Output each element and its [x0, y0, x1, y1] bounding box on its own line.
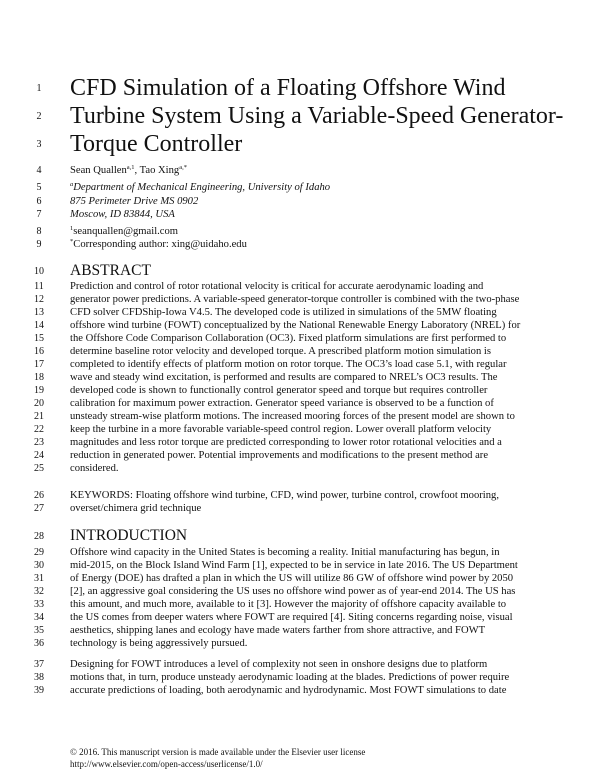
- license-footer: [70, 746, 365, 770]
- copyright-notice: © 2016. This manuscript version is made available under the Elsevier user license: [70, 747, 366, 757]
- line-number: 17: [34, 359, 44, 370]
- intro-line: [2], an aggressive goal considering the US uses no offshore wind power as of year-end 2014. The US has: [70, 586, 516, 597]
- line-number: 35: [34, 625, 44, 636]
- keywords-line: overset/chimera grid technique: [70, 503, 202, 514]
- line-number: 28: [34, 531, 44, 542]
- intro-line: technology is being aggressively pursued.: [70, 638, 248, 649]
- abstract-line: keep the turbine in a more favorable variable-speed control region. Lower overall platform velocity: [70, 424, 492, 435]
- intro-line: Designing for FOWT introduces a level of complexity not seen in onshore designs due to platform: [70, 659, 488, 670]
- email-superscript: 1: [70, 225, 74, 232]
- line-number: 37: [34, 659, 44, 670]
- line-number: 29: [34, 547, 44, 558]
- line-number: 36: [34, 638, 44, 649]
- abstract-line: generator power predictions. A variable-speed generator-torque controller is combined with the two-phase: [70, 294, 520, 305]
- line-number: 34: [34, 612, 44, 623]
- license-link[interactable]: http://www.elsevier.com/open-access/userlicense/1.0/: [70, 759, 263, 769]
- intro-line: Offshore wind capacity in the United States is becoming a reality. Initial manufacturing has begun, in: [70, 547, 500, 558]
- line-number: 10: [34, 266, 44, 277]
- line-number: 30: [34, 560, 44, 571]
- line-number: 19: [34, 385, 44, 396]
- line-number: 12: [34, 294, 44, 305]
- intro-line: the US comes from deeper waters where FOWT are required [4]. Siting concerns regarding noise, visual: [70, 612, 513, 623]
- title-line: Turbine System Using a Variable-Speed Generator-: [70, 103, 564, 129]
- line-number: 25: [34, 463, 44, 474]
- affiliation-superscript: a: [70, 181, 74, 188]
- introduction-heading: INTRODUCTION: [70, 527, 188, 544]
- title-line: CFD Simulation of a Floating Offshore Wind: [70, 75, 506, 101]
- abstract-heading: ABSTRACT: [70, 262, 151, 279]
- line-number: 31: [34, 573, 44, 584]
- line-number: 1: [36, 83, 42, 94]
- intro-line: of Energy (DOE) has drafted a plan in which the US will utilize 86 GW of offshore wind power by 2050: [70, 573, 514, 584]
- line-number: 27: [34, 503, 44, 514]
- abstract-line: offshore wind turbine (FOWT) conceptualized by the National Renewable Energy Laboratory (NREL) for: [70, 320, 521, 331]
- affiliation-city: Moscow, ID 83844, USA: [70, 209, 175, 220]
- line-number: 18: [34, 372, 44, 383]
- title-line: Torque Controller: [70, 131, 243, 157]
- line-number: 7: [36, 209, 42, 220]
- author-separator: ,: [134, 165, 140, 176]
- line-number: 23: [34, 437, 44, 448]
- abstract-line: completed to identify effects of platform motion on rotor torque. The OC3’s load case 5.1, with regular: [70, 359, 507, 370]
- line-number: 6: [36, 196, 42, 207]
- line-number: 2: [36, 111, 42, 122]
- intro-line: mid-2015, on the Block Island Wind Farm [1], expected to be in service in late 2016. The US Department: [70, 560, 518, 571]
- line-number: 13: [34, 307, 44, 318]
- abstract-line: CFD solver CFDShip-Iowa V4.5. The developed code is utilized in simulations of the 5MW floating: [70, 307, 497, 318]
- abstract-line: developed code is shown to functionally control generator speed and torque but requires controller: [70, 385, 488, 396]
- corresponding-author: *Corresponding author: xing@uidaho.edu: [70, 238, 247, 250]
- author-list: [70, 164, 187, 177]
- abstract-line: Prediction and control of rotor rotational velocity is critical for accurate aerodynamic loading and: [70, 281, 484, 292]
- line-number: 21: [34, 411, 44, 422]
- line-number: 38: [34, 672, 44, 683]
- abstract-line: unsteady stream-wise platform motions. The increased mooring forces of the present model are shown to: [70, 411, 515, 422]
- author-superscript: a,*: [179, 164, 187, 171]
- abstract-line: wave and steady wind excitation, is performed and results are compared to NREL’s OC3 results. The: [70, 372, 498, 383]
- intro-line: accurate predictions of loading, both aerodynamic and hydrodynamic. Most FOWT simulations to date: [70, 685, 507, 696]
- abstract-line: calibration for maximum power extraction. Generator speed variance is observed to be a function of: [70, 398, 494, 409]
- author-name: Sean Quallen: [70, 165, 127, 176]
- abstract-line: magnitudes and less rotor torque are predicted corresponding to lower rotor rotational velocities and a: [70, 437, 502, 448]
- line-number: 9: [36, 239, 42, 250]
- line-number: 26: [34, 490, 44, 501]
- corresponding-superscript: *: [70, 238, 74, 245]
- affiliation-street: 875 Perimeter Drive MS 0902: [70, 196, 199, 207]
- line-number: 5: [36, 182, 42, 193]
- intro-line: this amount, and much more, available to it [3]. However the majority of offshore capacity available to: [70, 599, 507, 610]
- abstract-line: reduction in generated power. Potential improvements and modifications to the present method are: [70, 450, 489, 461]
- author-name: Tao Xing: [139, 165, 180, 176]
- keywords-line: KEYWORDS: Floating offshore wind turbine, CFD, wind power, turbine control, crowfoot mooring,: [70, 490, 499, 501]
- line-number: 32: [34, 586, 44, 597]
- line-number: 20: [34, 398, 44, 409]
- line-number: 15: [34, 333, 44, 344]
- abstract-line: the Offshore Code Comparison Collaboration (OC3). Fixed platform simulations are first performed to: [70, 333, 507, 344]
- abstract-line: determine baseline rotor velocity and developed torque. A prescribed platform motion simulation is: [70, 346, 491, 357]
- line-number: 24: [34, 450, 44, 461]
- intro-line: motions that, in turn, produce unsteady aerodynamic loading at the blades. Predictions of power require: [70, 672, 510, 683]
- line-number: 11: [34, 281, 44, 292]
- line-number: 33: [34, 599, 44, 610]
- line-number: 3: [36, 139, 42, 150]
- line-number: 4: [36, 165, 42, 176]
- intro-line: aesthetics, shipping lanes and ecology have made waters farther from shore attractive, and FOWT: [70, 625, 486, 636]
- line-number: 39: [34, 685, 44, 696]
- line-number: 14: [34, 320, 44, 331]
- abstract-line: considered.: [70, 463, 119, 474]
- author-email[interactable]: $^1$seanquallen@gmail.com: [70, 225, 179, 237]
- affiliation-dept: $^a$Department of Mechanical Engineering, University of Idaho: [70, 181, 331, 193]
- line-number: 8: [36, 226, 42, 237]
- line-number: 16: [34, 346, 44, 357]
- author-superscript: a,1: [126, 164, 135, 171]
- line-number: 22: [34, 424, 44, 435]
